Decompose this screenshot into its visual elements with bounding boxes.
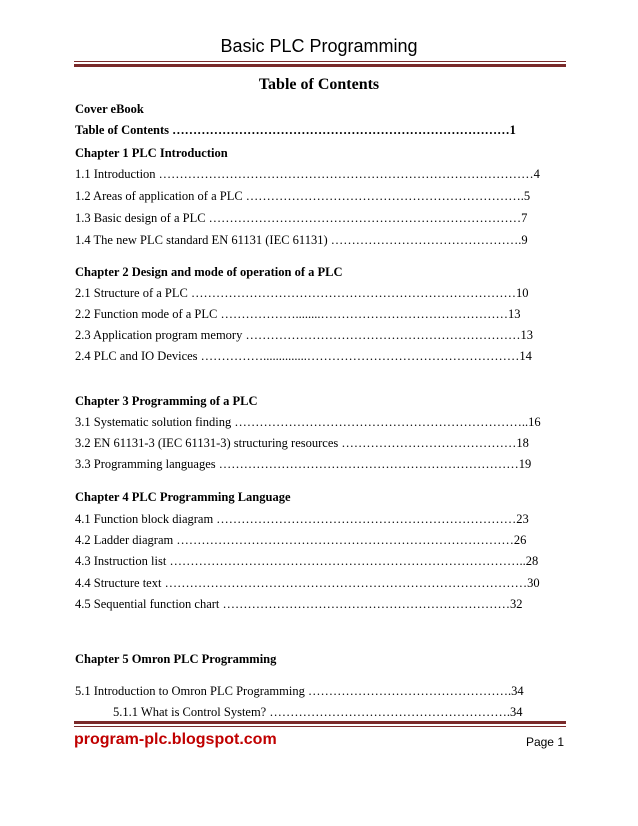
toc-chapter-4: Chapter 4 PLC Programming Language bbox=[75, 490, 291, 504]
toc-entry-1-1: 1.1 Introduction ………………………………………………………………………………4 bbox=[75, 167, 540, 181]
toc-entry-3-1: 3.1 Systematic solution finding ……………………………………………………………..16 bbox=[75, 415, 541, 429]
toc-entry-2-1: 2.1 Structure of a PLC ……………………………………………………………………10 bbox=[75, 286, 529, 300]
toc-chapter-2: Chapter 2 Design and mode of operation of a PLC bbox=[75, 265, 343, 279]
footer-rule-thin bbox=[74, 726, 566, 727]
toc-chapter-5: Chapter 5 Omron PLC Programming bbox=[75, 652, 277, 666]
toc-entry-cover: Cover eBook bbox=[75, 102, 144, 116]
toc-entry-4-5: 4.5 Sequential function chart ……………………………………………………………32 bbox=[75, 597, 523, 611]
toc-entry-4-2: 4.2 Ladder diagram ………………………………………………………………………26 bbox=[75, 533, 527, 547]
toc-entry-1-3: 1.3 Basic design of a PLC …………………………………………………………………7 bbox=[75, 211, 528, 225]
header-rule-thick bbox=[74, 64, 566, 67]
toc-heading: Table of Contents bbox=[258, 76, 380, 93]
toc-entry-5-1: 5.1 Introduction to Omron PLC Programming ………………………………………….34 bbox=[75, 684, 524, 698]
toc-entry-2-2: 2.2 Function mode of a PLC ………………........………………………………………13 bbox=[75, 307, 521, 321]
toc-entry-4-1: 4.1 Function block diagram ………………………………………………………………23 bbox=[75, 512, 529, 526]
toc-chapter-1: Chapter 1 PLC Introduction bbox=[75, 146, 228, 160]
toc-entry-3-2: 3.2 EN 61131-3 (IEC 61131-3) structuring resources ……………………………………18 bbox=[75, 436, 529, 450]
toc-entry-3-3: 3.3 Programming languages ………………………………………………………………19 bbox=[75, 457, 532, 471]
footer-site-link[interactable]: program-plc.blogspot.com bbox=[74, 731, 277, 748]
toc-entry-1-2: 1.2 Areas of application of a PLC ………………………………………………………….5 bbox=[75, 189, 531, 203]
toc-entry-2-3: 2.3 Application program memory …………………………………………………………13 bbox=[75, 328, 533, 342]
header-rule-thin bbox=[74, 61, 566, 62]
toc-chapter-3: Chapter 3 Programming of a PLC bbox=[75, 394, 258, 408]
footer-rule-thick bbox=[74, 721, 566, 724]
header-title: Basic PLC Programming bbox=[220, 36, 418, 56]
toc-entry-4-4: 4.4 Structure text ……………………………………………………………………………30 bbox=[75, 576, 540, 590]
toc-entry-contents: Table of Contents ………………………………………………………………………1 bbox=[75, 123, 516, 137]
toc-entry-4-3: 4.3 Instruction list …………………………………………………………………………..28 bbox=[75, 554, 539, 568]
toc-entry-5-1-1: 5.1.1 What is Control System? ………………………………………………….34 bbox=[113, 705, 523, 719]
footer-page-number: Page 1 bbox=[525, 735, 564, 749]
toc-entry-1-4: 1.4 The new PLC standard EN 61131 (IEC 61131) ……………………………………….9 bbox=[75, 233, 528, 247]
toc-entry-2-4: 2.4 PLC and IO Devices ……………..............……………………………………………14 bbox=[75, 349, 532, 363]
